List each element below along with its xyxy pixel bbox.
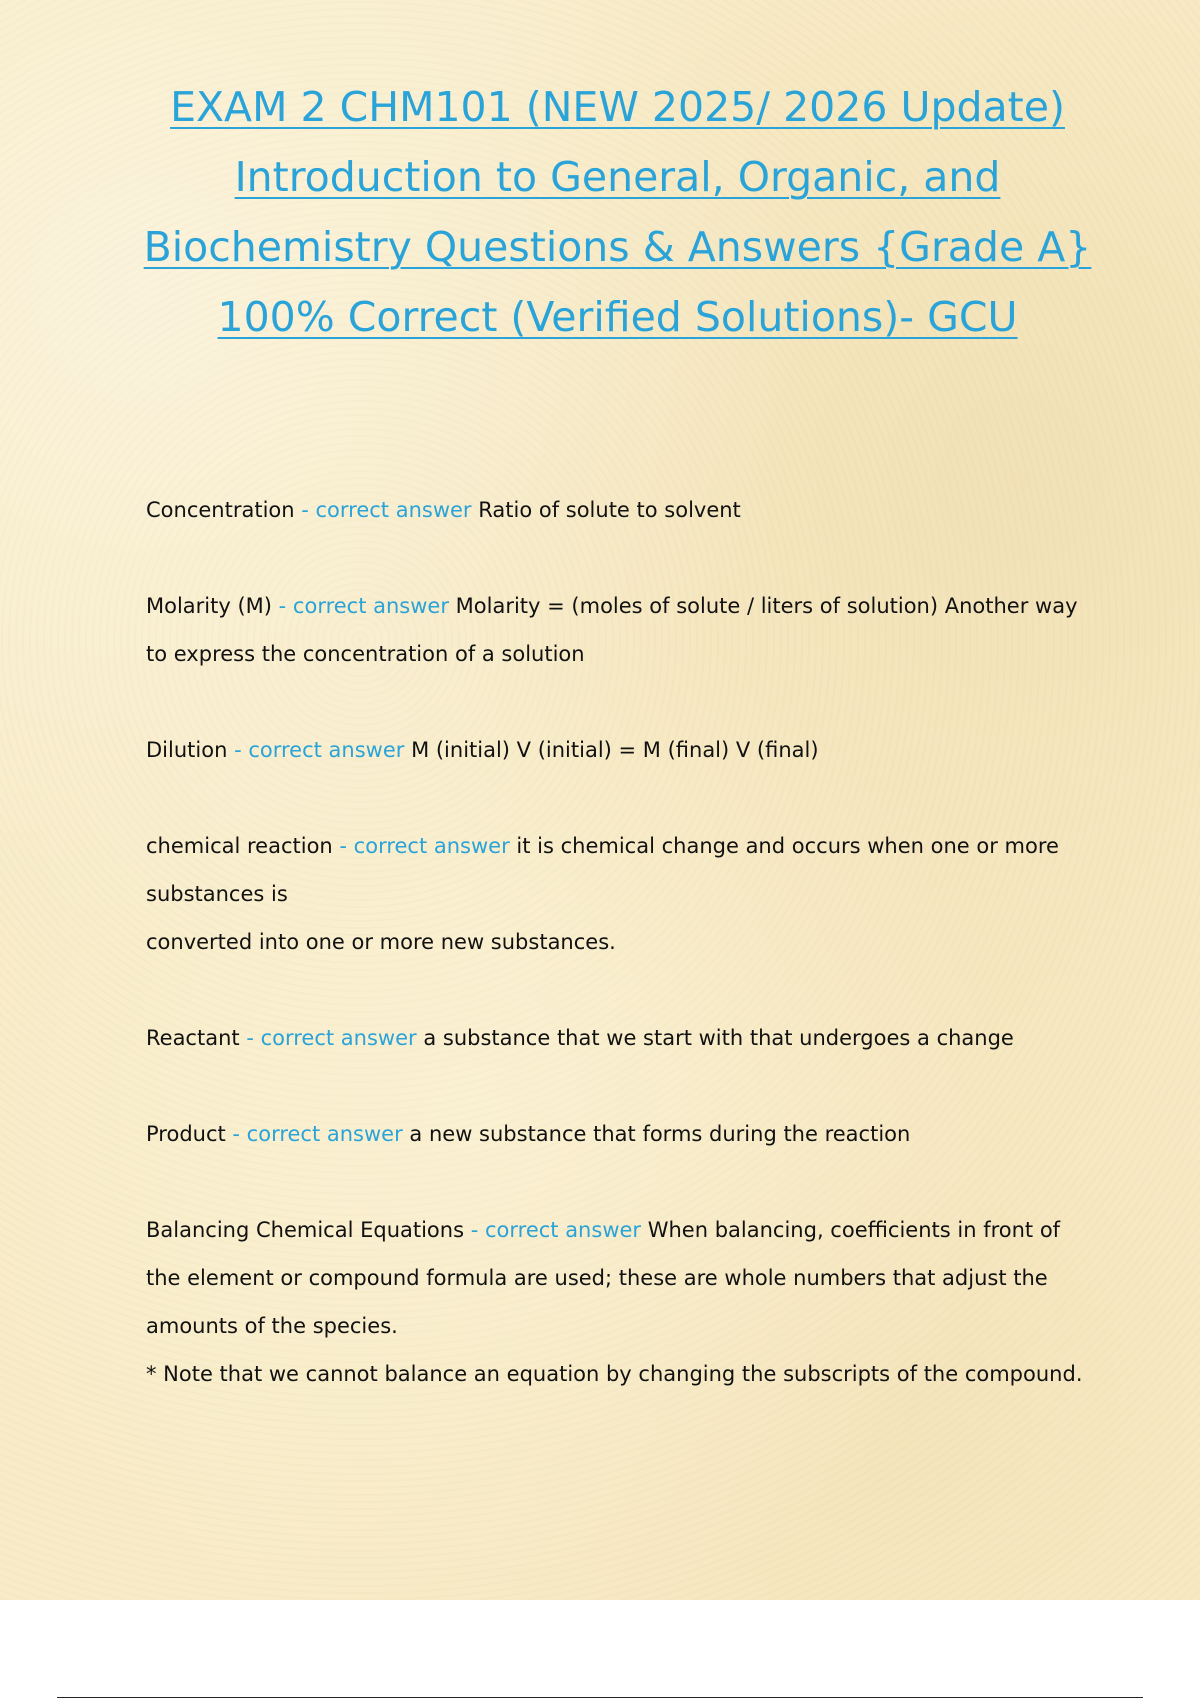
qa-entry-dilution	[146, 726, 1096, 774]
entry-answer-continued: * Note that we cannot balance an equation by changing the subscripts of the compound.	[146, 1362, 1083, 1386]
entry-answer: a substance that we start with that undergoes a change	[423, 1026, 1014, 1050]
entry-answer: Ratio of solute to solvent	[478, 498, 741, 522]
correct-answer-label: - correct answer	[339, 834, 510, 858]
qa-list	[146, 486, 1096, 1446]
entry-term: Concentration	[146, 498, 295, 522]
correct-answer-label: - correct answer	[232, 1122, 403, 1146]
entry-term: Balancing Chemical Equations	[146, 1218, 465, 1242]
qa-entry-balancing-equations	[146, 1206, 1096, 1398]
page-divider	[57, 1697, 1143, 1698]
qa-entry-chemical-reaction	[146, 822, 1096, 966]
entry-answer: M (initial) V (initial) = M (final) V (final)	[411, 738, 819, 762]
entry-answer: it is chemical change and occurs when one or more substances is	[146, 834, 1059, 906]
entry-term: Molarity (M)	[146, 594, 272, 618]
correct-answer-label: - correct answer	[234, 738, 405, 762]
entry-answer: When balancing, coefficients in front of the element or compound formula are used; these are whole numbers that adjust the amounts of the species.	[146, 1218, 1061, 1338]
entry-term: Product	[146, 1122, 226, 1146]
correct-answer-label: - correct answer	[278, 594, 449, 618]
qa-entry-molarity	[146, 582, 1096, 678]
qa-entry-product	[146, 1110, 1096, 1158]
correct-answer-label: - correct answer	[301, 498, 472, 522]
entry-answer-continued: converted into one or more new substances.	[146, 930, 616, 954]
entry-term: Reactant	[146, 1026, 240, 1050]
document-title: EXAM 2 CHM101 (NEW 2025/ 2026 Update) Introduction to General, Organic, and Biochemistry Questions & Answers {Grade A} 100% Correct (Verified Solutions)- GCU	[143, 83, 1092, 341]
correct-answer-label: - correct answer	[246, 1026, 417, 1050]
correct-answer-label: - correct answer	[470, 1218, 642, 1242]
entry-answer: a new substance that forms during the reaction	[409, 1122, 911, 1146]
entry-term: Dilution	[146, 738, 228, 762]
entry-term: chemical reaction	[146, 834, 333, 858]
qa-entry-reactant	[146, 1014, 1096, 1062]
qa-entry-concentration	[146, 486, 1096, 534]
entry-answer: Molarity = (moles of solute / liters of solution) Another way to express the concentration of a solution	[146, 594, 1078, 666]
